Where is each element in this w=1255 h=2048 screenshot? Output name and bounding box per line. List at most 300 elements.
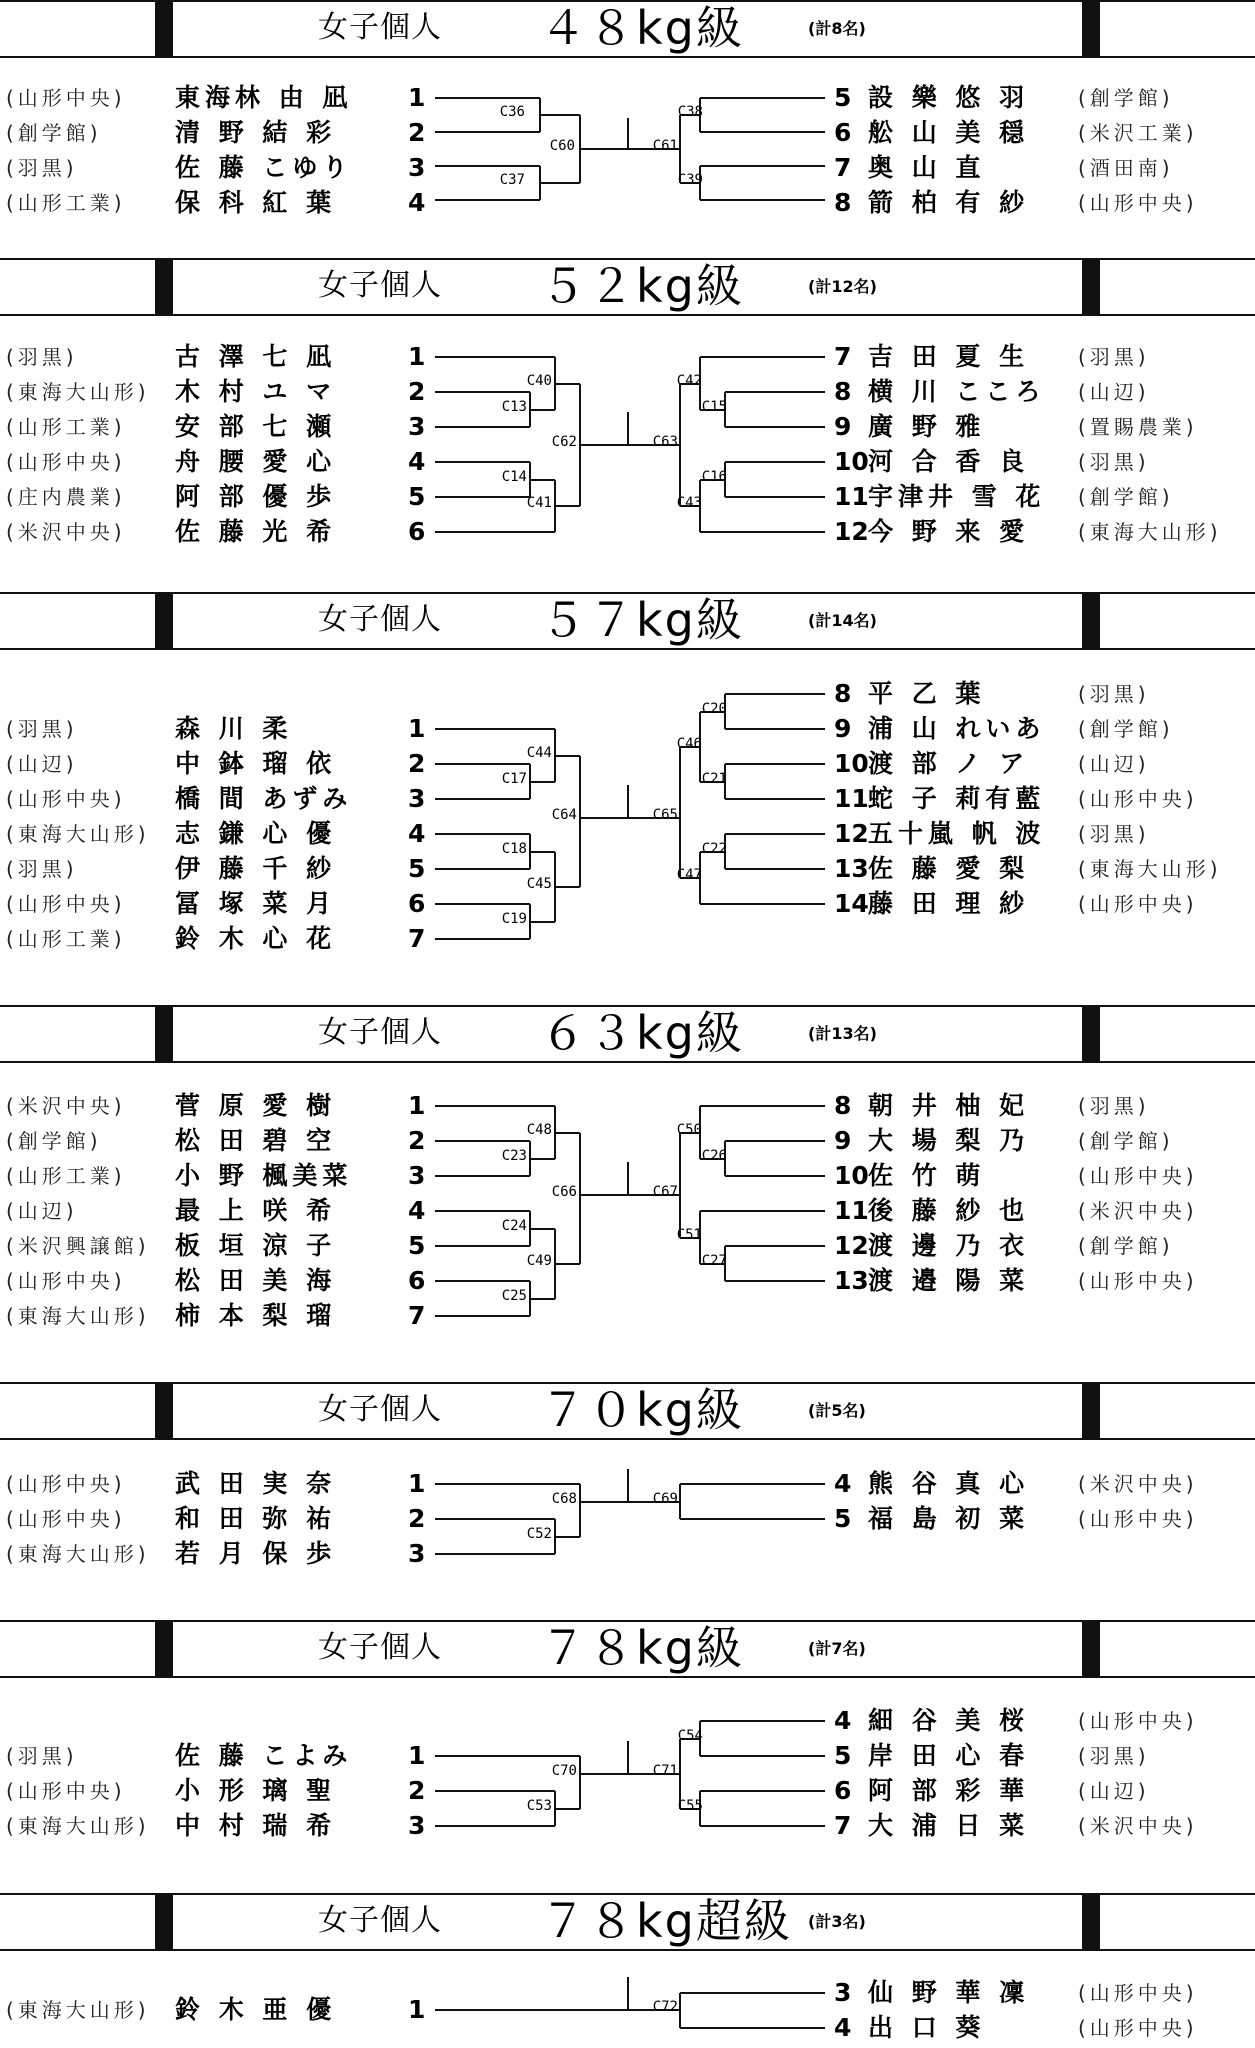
entrant-number: 2	[408, 118, 426, 147]
match-code: C48	[526, 1122, 552, 1138]
entrant-count: (計14名)	[808, 611, 877, 630]
weight-class-title: ４８kg級	[540, 1, 744, 55]
header-bar-right	[1082, 1620, 1100, 1678]
entrant-name: 佐 藤 こゆり	[175, 153, 353, 182]
entrant-name: 小 野 楓美菜	[175, 1161, 353, 1190]
entrant-count: (計13名)	[808, 1024, 877, 1043]
match-code: C46	[676, 736, 702, 752]
entrant-number: 4	[834, 1469, 852, 1498]
entrant-left	[0, 481, 440, 513]
entrant-left	[0, 1090, 440, 1122]
entrant-club: (山形中央)	[6, 1269, 126, 1293]
entrant-name: 平 乙 葉	[868, 679, 986, 708]
entrant-left	[0, 152, 440, 184]
entrant-name: 後 藤 紗 也	[868, 1196, 1030, 1225]
entrant-name: 朝 井 柚 妃	[868, 1091, 1030, 1120]
match-code: C52	[526, 1526, 552, 1542]
entrant-name: 中 村 瑞 希	[175, 1811, 337, 1840]
entrant-name: 古 澤 七 凪	[175, 342, 337, 371]
entrant-number: 3	[408, 153, 426, 182]
entrant-name: 蛇 子 莉有藍	[868, 784, 1046, 813]
entrant-number: 3	[408, 784, 426, 813]
match-code: C22	[701, 841, 727, 857]
entrant-name: 松 田 美 海	[175, 1266, 337, 1295]
entrant-name: 保 科 紅 葉	[175, 188, 337, 217]
match-code: C43	[676, 495, 702, 511]
entrant-club: (東海大山形)	[1078, 857, 1222, 881]
entrant-right	[820, 411, 1255, 443]
entrant-number: 12	[834, 1231, 869, 1260]
entrant-left	[0, 1265, 440, 1297]
match-code: C13	[501, 399, 527, 415]
entrant-left	[0, 411, 440, 443]
entrant-club: (東海大山形)	[1078, 520, 1222, 544]
entrant-club: (羽黒)	[6, 156, 78, 180]
entrant-number: 4	[834, 1706, 852, 1735]
entrant-club: (米沢中央)	[6, 520, 126, 544]
header-bar-left	[155, 1382, 173, 1440]
entrant-number: 2	[408, 1126, 426, 1155]
section-header	[0, 1893, 1255, 1951]
entrant-number: 2	[408, 749, 426, 778]
entrant-name: 舟 腰 愛 心	[175, 447, 337, 476]
entrant-club: (山形工業)	[6, 191, 126, 215]
entrant-club: (創学館)	[1078, 1234, 1174, 1258]
entrant-club: (羽黒)	[6, 1744, 78, 1768]
entrant-right	[820, 1740, 1255, 1772]
entrant-name: 福 島 初 菜	[868, 1504, 1030, 1533]
entrant-club: (創学館)	[6, 121, 102, 145]
entrant-club: (庄内農業)	[6, 485, 126, 509]
match-code: C40	[526, 373, 552, 389]
entrant-number: 3	[408, 1161, 426, 1190]
entrant-club: (創学館)	[1078, 485, 1174, 509]
entrant-club: (山形中央)	[1078, 1709, 1198, 1733]
entrant-number: 1	[408, 83, 426, 112]
entrant-club: (山形中央)	[6, 1472, 126, 1496]
entrant-number: 3	[408, 1539, 426, 1568]
entrant-club: (羽黒)	[6, 717, 78, 741]
match-code: C41	[526, 495, 552, 511]
entrant-number: 10	[834, 749, 869, 778]
header-bar-right	[1082, 1005, 1100, 1063]
entrant-number: 7	[834, 342, 852, 371]
entrant-club: (米沢中央)	[1078, 1814, 1198, 1838]
entrant-name: 小 形 璃 聖	[175, 1776, 337, 1805]
entrant-number: 3	[408, 1811, 426, 1840]
entrant-left	[0, 1160, 440, 1192]
entrant-number: 5	[408, 1231, 426, 1260]
entrant-number: 7	[408, 924, 426, 953]
entrant-name: 奥 山 直	[868, 153, 986, 182]
match-code: C19	[501, 911, 527, 927]
entrant-name: 今 野 来 愛	[868, 517, 1030, 546]
entrant-name: 佐 藤 愛 梨	[868, 854, 1030, 883]
entrant-number: 5	[834, 83, 852, 112]
match-code: C53	[526, 1798, 552, 1814]
entrant-club: (東海大山形)	[6, 1304, 150, 1328]
entrant-name: 横 川 こころ	[868, 377, 1046, 406]
weight-class-title: ７８kg級	[540, 1621, 744, 1675]
entrant-right	[820, 82, 1255, 114]
entrant-club: (羽黒)	[1078, 1094, 1150, 1118]
entrant-right	[820, 1090, 1255, 1122]
header-bar-left	[155, 1893, 173, 1951]
entrant-left	[0, 1230, 440, 1262]
section-header	[0, 592, 1255, 650]
entrant-club: (米沢興譲館)	[6, 1234, 150, 1258]
section-header	[0, 258, 1255, 316]
entrant-club: (山辺)	[6, 752, 78, 776]
match-code: C18	[501, 841, 527, 857]
entrant-name: 熊 谷 真 心	[868, 1469, 1030, 1498]
entrant-club: (羽黒)	[1078, 450, 1150, 474]
match-code: C72	[652, 1999, 678, 2015]
entrant-left	[0, 117, 440, 149]
header-bar-right	[1082, 258, 1100, 316]
entrant-club: (東海大山形)	[6, 1542, 150, 1566]
entrant-club: (東海大山形)	[6, 822, 150, 846]
match-code: C55	[677, 1798, 703, 1814]
entrant-left	[0, 1775, 440, 1807]
header-bar-right	[1082, 592, 1100, 650]
entrant-club: (米沢工業)	[1078, 121, 1198, 145]
entrant-number: 12	[834, 819, 869, 848]
entrant-number: 11	[834, 784, 869, 813]
match-code: C67	[652, 1184, 678, 1200]
match-code: C68	[551, 1491, 577, 1507]
category-title: 女子個人	[318, 1015, 442, 1050]
entrant-left	[0, 748, 440, 780]
entrant-club: (羽黒)	[1078, 822, 1150, 846]
match-code: C26	[701, 1148, 727, 1164]
match-code: C63	[652, 434, 678, 450]
match-code: C51	[676, 1227, 702, 1243]
entrant-left	[0, 888, 440, 920]
entrant-club: (山形中央)	[6, 1507, 126, 1531]
entrant-right	[820, 678, 1255, 710]
header-bar-left	[155, 1005, 173, 1063]
entrant-name: 佐 竹 萌	[868, 1161, 986, 1190]
category-title: 女子個人	[318, 1392, 442, 1427]
header-rule-bottom	[0, 648, 1255, 650]
header-bar-left	[155, 592, 173, 650]
entrant-club: (山形中央)	[6, 450, 126, 474]
entrant-name: 大 場 梨 乃	[868, 1126, 1030, 1155]
entrant-left	[0, 516, 440, 548]
entrant-name: 松 田 碧 空	[175, 1126, 337, 1155]
header-bar-right	[1082, 1893, 1100, 1951]
entrant-club: (米沢中央)	[1078, 1472, 1198, 1496]
match-code: C39	[677, 172, 703, 188]
match-code: C69	[652, 1491, 678, 1507]
entrant-name: 岸 田 心 春	[868, 1741, 1030, 1770]
section-header	[0, 1620, 1255, 1678]
entrant-right	[820, 1775, 1255, 1807]
category-title: 女子個人	[318, 1630, 442, 1665]
match-code: C61	[652, 138, 678, 154]
entrant-name: 舩 山 美 穏	[868, 118, 1030, 147]
entrant-number: 11	[834, 1196, 869, 1225]
entrant-left	[0, 1994, 440, 2026]
entrant-name: 細 谷 美 桜	[868, 1706, 1030, 1735]
entrant-club: (山形工業)	[6, 415, 126, 439]
entrant-name: 宇津井 雪 花	[868, 482, 1046, 511]
entrant-name: 吉 田 夏 生	[868, 342, 1030, 371]
entrant-right	[820, 481, 1255, 513]
entrant-name: 板 垣 涼 子	[175, 1231, 337, 1260]
header-bar-right	[1082, 0, 1100, 58]
entrant-number: 3	[408, 412, 426, 441]
entrant-left	[0, 1503, 440, 1535]
entrant-name: 廣 野 雅	[868, 412, 986, 441]
entrant-number: 6	[408, 1266, 426, 1295]
entrant-club: (山形中央)	[1078, 2016, 1198, 2040]
match-code: C47	[676, 867, 702, 883]
header-rule-bottom	[0, 314, 1255, 316]
entrant-number: 12	[834, 517, 869, 546]
entrant-left	[0, 923, 440, 955]
entrant-number: 10	[834, 447, 869, 476]
entrant-number: 1	[408, 1469, 426, 1498]
entrant-name: 志 鎌 心 優	[175, 819, 337, 848]
entrant-club: (米沢中央)	[1078, 1199, 1198, 1223]
entrant-club: (創学館)	[1078, 1129, 1174, 1153]
entrant-left	[0, 1300, 440, 1332]
entrant-club: (山辺)	[1078, 1779, 1150, 1803]
match-code: C66	[551, 1184, 577, 1200]
entrant-number: 10	[834, 1161, 869, 1190]
match-code: C44	[526, 745, 552, 761]
entrant-name: 菅 原 愛 樹	[175, 1091, 337, 1120]
match-code: C36	[499, 104, 525, 120]
entrant-right	[820, 1977, 1255, 2009]
entrant-club: (山形中央)	[1078, 1269, 1198, 1293]
entrant-club: (東海大山形)	[6, 1814, 150, 1838]
match-code: C37	[499, 172, 525, 188]
entrant-number: 13	[834, 854, 869, 883]
entrant-left	[0, 1468, 440, 1500]
entrant-left	[0, 1740, 440, 1772]
match-code: C65	[652, 807, 678, 823]
entrant-right	[820, 152, 1255, 184]
entrant-name: 橋 間 あずみ	[175, 784, 353, 813]
match-code: C20	[701, 701, 727, 717]
entrant-club: (創学館)	[6, 1129, 102, 1153]
match-code: C49	[526, 1253, 552, 1269]
entrant-right	[820, 376, 1255, 408]
entrant-right	[820, 1195, 1255, 1227]
entrant-right	[820, 713, 1255, 745]
entrant-number: 4	[408, 447, 426, 476]
entrant-left	[0, 1538, 440, 1570]
entrant-number: 8	[834, 679, 852, 708]
entrant-name: 藤 田 理 紗	[868, 889, 1030, 918]
entrant-number: 9	[834, 1126, 852, 1155]
entrant-right	[820, 1810, 1255, 1842]
entrant-count: (計3名)	[808, 1912, 866, 1931]
entrant-number: 8	[834, 188, 852, 217]
entrant-name: 渡 部 ノ ア	[868, 749, 1030, 778]
entrant-left	[0, 82, 440, 114]
entrant-name: 箭 柏 有 紗	[868, 188, 1030, 217]
weight-class-title: ５２kg級	[540, 259, 744, 313]
match-code: C25	[501, 1288, 527, 1304]
entrant-name: 冨 塚 菜 月	[175, 889, 337, 918]
entrant-club: (東海大山形)	[6, 1998, 150, 2022]
entrant-club: (山形中央)	[1078, 787, 1198, 811]
header-bar-left	[155, 1620, 173, 1678]
entrant-name: 河 合 香 良	[868, 447, 1030, 476]
entrant-name: 東海林 由 凪	[175, 83, 353, 112]
entrant-left	[0, 376, 440, 408]
entrant-name: 鈴 木 亜 優	[175, 1995, 337, 2024]
match-code: C24	[501, 1218, 527, 1234]
entrant-number: 2	[408, 377, 426, 406]
entrant-number: 8	[834, 1091, 852, 1120]
match-code: C50	[676, 1122, 702, 1138]
entrant-number: 4	[408, 188, 426, 217]
match-code: C60	[549, 138, 575, 154]
entrant-count: (計7名)	[808, 1639, 866, 1658]
entrant-name: 佐 藤 こよみ	[175, 1741, 353, 1770]
entrant-left	[0, 1810, 440, 1842]
entrant-name: 中 鉢 瑠 依	[175, 749, 337, 778]
header-rule-bottom	[0, 1438, 1255, 1440]
entrant-number: 2	[408, 1776, 426, 1805]
entrant-right	[820, 853, 1255, 885]
category-title: 女子個人	[318, 268, 442, 303]
entrant-number: 3	[834, 1978, 852, 2007]
match-code: C15	[701, 399, 727, 415]
entrant-number: 5	[408, 482, 426, 511]
entrant-name: 設 樂 悠 羽	[868, 83, 1030, 112]
match-code: C17	[501, 771, 527, 787]
entrant-name: 佐 藤 光 希	[175, 517, 337, 546]
entrant-right	[820, 1125, 1255, 1157]
entrant-count: (計12名)	[808, 277, 877, 296]
entrant-name: 渡 邊 乃 衣	[868, 1231, 1030, 1260]
entrant-number: 7	[834, 153, 852, 182]
entrant-right	[820, 446, 1255, 478]
entrant-number: 1	[408, 342, 426, 371]
entrant-right	[820, 1265, 1255, 1297]
entrant-name: 五十嵐 帆 波	[868, 819, 1046, 848]
entrant-club: (山形中央)	[1078, 1981, 1198, 2005]
entrant-name: 安 部 七 瀬	[175, 412, 337, 441]
category-title: 女子個人	[318, 602, 442, 637]
entrant-club: (山形中央)	[1078, 1507, 1198, 1531]
entrant-club: (羽黒)	[6, 857, 78, 881]
entrant-number: 1	[408, 1741, 426, 1770]
entrant-number: 2	[408, 1504, 426, 1533]
match-code: C42	[676, 373, 702, 389]
entrant-left	[0, 446, 440, 478]
match-code: C21	[701, 771, 727, 787]
entrant-name: 清 野 結 彩	[175, 118, 337, 147]
entrant-number: 1	[408, 1091, 426, 1120]
entrant-number: 6	[834, 118, 852, 147]
header-bar-right	[1082, 1382, 1100, 1440]
entrant-left	[0, 713, 440, 745]
header-bar-left	[155, 0, 173, 58]
section-header	[0, 1005, 1255, 1063]
entrant-club: (山形中央)	[6, 86, 126, 110]
match-code: C54	[677, 1728, 703, 1744]
entrant-left	[0, 853, 440, 885]
header-rule-bottom	[0, 1949, 1255, 1951]
entrant-club: (山形中央)	[1078, 191, 1198, 215]
entrant-club: (山形中央)	[6, 787, 126, 811]
entrant-number: 7	[834, 1811, 852, 1840]
match-code: C62	[551, 434, 577, 450]
header-bar-left	[155, 258, 173, 316]
entrant-club: (山辺)	[1078, 752, 1150, 776]
entrant-name: 仙 野 華 凜	[868, 1978, 1030, 2007]
entrant-club: (創学館)	[1078, 86, 1174, 110]
entrant-club: (山形工業)	[6, 1164, 126, 1188]
entrant-club: (山辺)	[1078, 380, 1150, 404]
entrant-number: 6	[408, 889, 426, 918]
entrant-right	[820, 516, 1255, 548]
match-code: C45	[526, 876, 552, 892]
entrant-name: 森 川 柔	[175, 714, 293, 743]
entrant-right	[820, 748, 1255, 780]
entrant-left	[0, 818, 440, 850]
entrant-number: 8	[834, 377, 852, 406]
entrant-right	[820, 187, 1255, 219]
entrant-club: (羽黒)	[1078, 345, 1150, 369]
entrant-left	[0, 1125, 440, 1157]
section-header	[0, 0, 1255, 58]
header-rule-bottom	[0, 56, 1255, 58]
entrant-number: 13	[834, 1266, 869, 1295]
entrant-name: 木 村 ユ マ	[175, 377, 337, 406]
entrant-right	[820, 341, 1255, 373]
entrant-club: (山形中央)	[1078, 1164, 1198, 1188]
entrant-right	[820, 818, 1255, 850]
entrant-number: 5	[834, 1741, 852, 1770]
match-code: C38	[677, 104, 703, 120]
entrant-left	[0, 341, 440, 373]
entrant-name: 和 田 弥 祐	[175, 1504, 337, 1533]
entrant-club: (羽黒)	[1078, 1744, 1150, 1768]
entrant-name: 出 口 葵	[868, 2013, 986, 2042]
entrant-club: (創学館)	[1078, 717, 1174, 741]
weight-class-title: ７８kg超級	[540, 1894, 792, 1948]
entrant-name: 大 浦 日 菜	[868, 1811, 1030, 1840]
entrant-number: 11	[834, 482, 869, 511]
category-title: 女子個人	[318, 10, 442, 45]
entrant-right	[820, 1503, 1255, 1535]
entrant-name: 鈴 木 心 花	[175, 924, 337, 953]
match-code: C71	[652, 1763, 678, 1779]
entrant-club: (山形工業)	[6, 927, 126, 951]
entrant-right	[820, 783, 1255, 815]
entrant-number: 6	[834, 1776, 852, 1805]
entrant-name: 浦 山 れいあ	[868, 714, 1046, 743]
entrant-right	[820, 2012, 1255, 2044]
weight-class-title: ５７kg級	[540, 593, 744, 647]
entrant-number: 5	[408, 854, 426, 883]
entrant-name: 最 上 咲 希	[175, 1196, 337, 1225]
entrant-name: 柿 本 梨 瑠	[175, 1301, 337, 1330]
entrant-number: 1	[408, 714, 426, 743]
entrant-club: (山形中央)	[1078, 892, 1198, 916]
entrant-number: 4	[408, 819, 426, 848]
section-header	[0, 1382, 1255, 1440]
header-rule-bottom	[0, 1061, 1255, 1063]
